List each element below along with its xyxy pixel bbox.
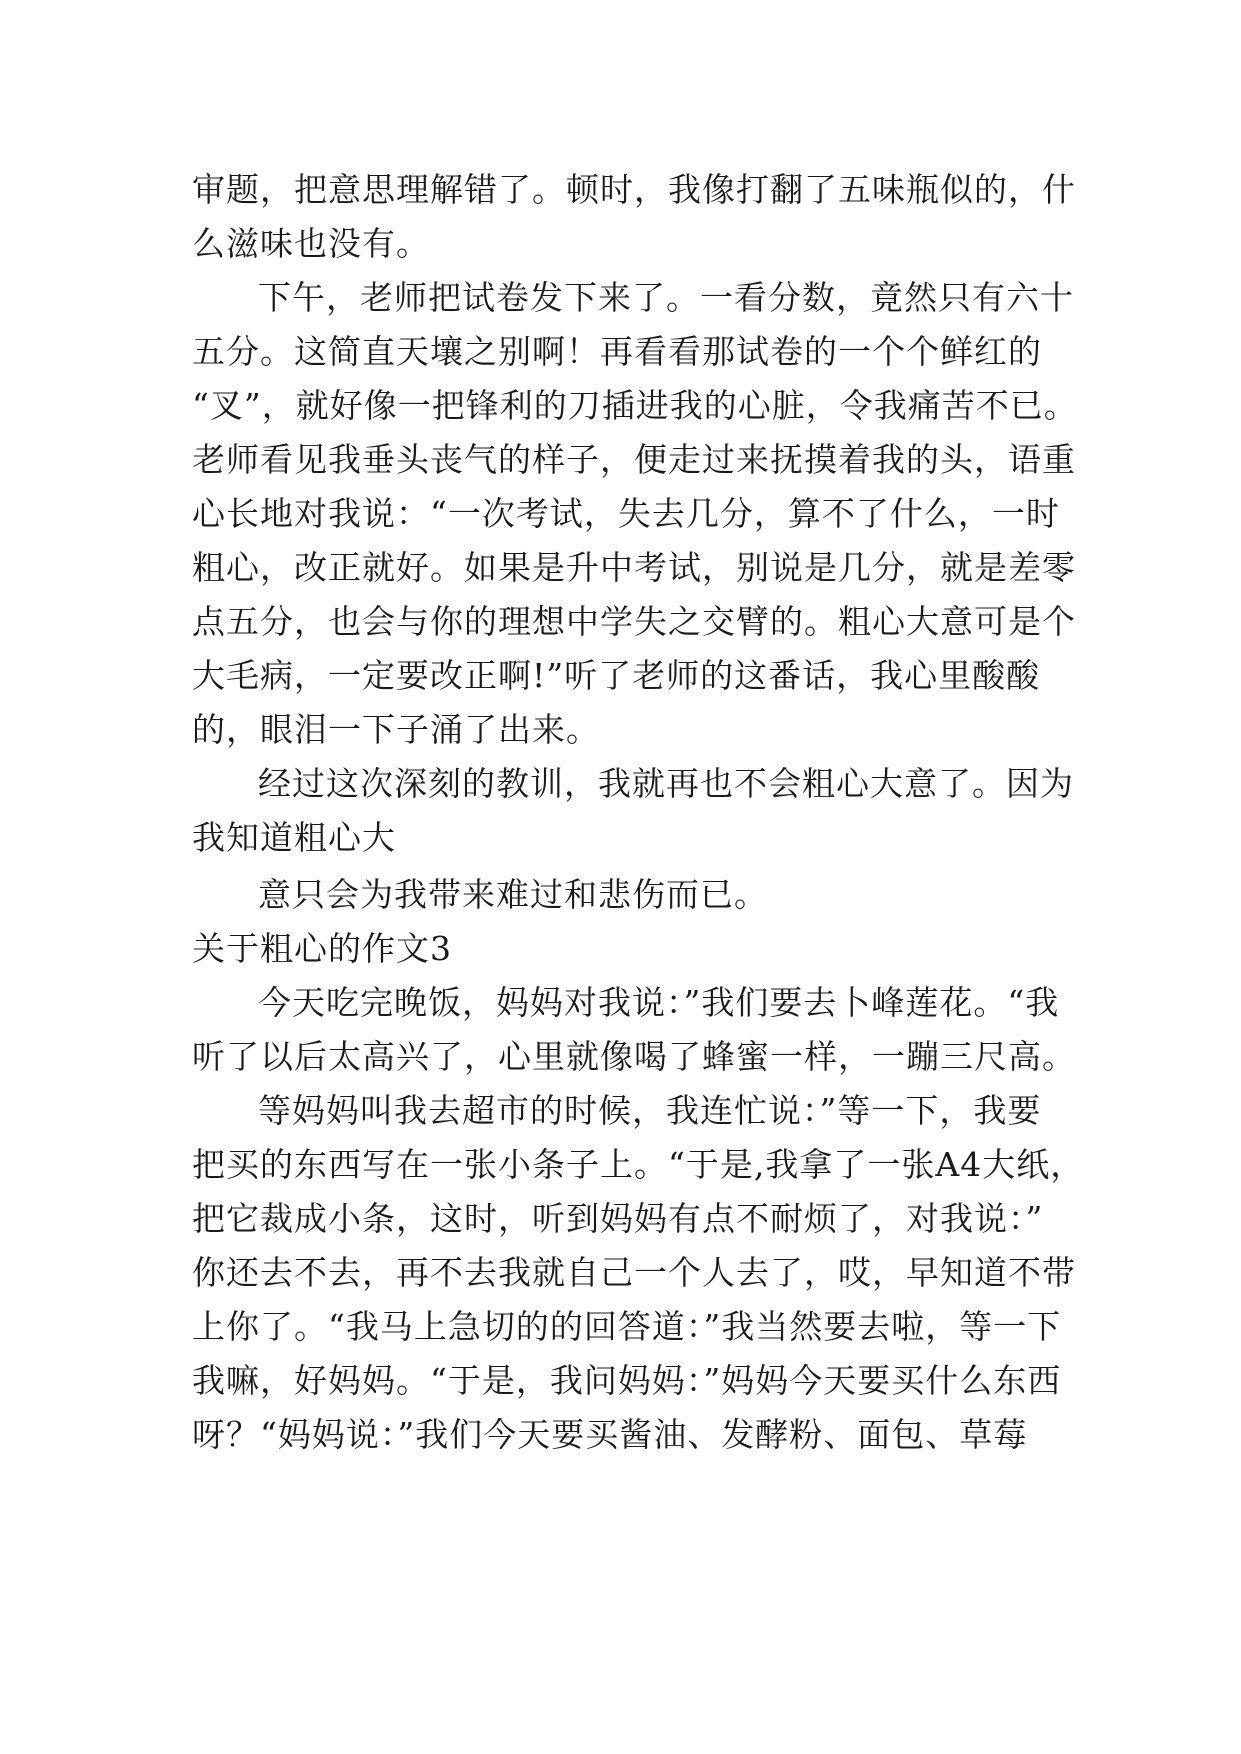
text-line: 粗心，改正就好。如果是升中考试，别说是几分，就是差零 (192, 548, 1076, 587)
text-line: 把买的东西写在一张小条子上。“于是,我拿了一张A4大纸， (192, 1145, 1085, 1184)
paragraph-first-line: 下午，老师把试卷发下来了。一看分数，竟然只有六十 (258, 278, 1074, 317)
text-line: 老师看见我垂头丧气的样子，便走过来抚摸着我的头，语重 (192, 440, 1076, 479)
text-line: 心长地对我说：“一次考试，失去几分，算不了什么，一时 (192, 494, 1060, 533)
text-line: 大毛病，一定要改正啊!”听了老师的这番话，我心里酸酸 (192, 656, 1041, 695)
text-line: 么滋味也没有。 (192, 224, 430, 263)
paragraph-first-line: 意只会为我带来难过和悲伤而已。 (258, 875, 768, 914)
text-line: 把它裁成小条，这时，听到妈妈有点不耐烦了，对我说：” (192, 1199, 1044, 1238)
text-line: “叉”，就好像一把锋利的刀插进我的心脏，令我痛苦不已。 (192, 386, 1078, 425)
text-line: 的，眼泪一下子涌了出来。 (192, 710, 600, 749)
paragraph-first-line: 今天吃完晚饭，妈妈对我说：”我们要去卜峰莲花。“我 (258, 983, 1060, 1022)
text-line: 听了以后太高兴了，心里就像喝了蜂蜜一样，一蹦三尺高。 (192, 1037, 1076, 1076)
text-line: 审题，把意思理解错了。顿时，我像打翻了五味瓶似的，什 (192, 170, 1076, 209)
text-line: 五分。这简直天壤之别啊！再看看那试卷的一个个鲜红的 (192, 332, 1042, 371)
text-line: 我嘛，好妈妈。“于是，我问妈妈：”妈妈今天要买什么东西 (192, 1361, 1062, 1400)
paragraph-first-line: 经过这次深刻的教训，我就再也不会粗心大意了。因为 (258, 764, 1074, 803)
text-line: 上你了。“我马上急切的的回答道：”我当然要去啦，等一下 (192, 1307, 1062, 1346)
text-line: 我知道粗心大 (192, 818, 396, 857)
text-line: 你还去不去，再不去我就自己一个人去了，哎，早知道不带 (192, 1253, 1076, 1292)
section-heading: 关于粗心的作文3 (192, 929, 452, 968)
text-line: 点五分，也会与你的理想中学失之交臂的。粗心大意可是个 (192, 602, 1076, 641)
paragraph-first-line: 等妈妈叫我去超市的时候，我连忙说：”等一下，我要 (258, 1091, 1042, 1130)
text-line: 呀？“妈妈说：”我们今天要买酱油、发酵粉、面包、草莓 (192, 1415, 1028, 1454)
